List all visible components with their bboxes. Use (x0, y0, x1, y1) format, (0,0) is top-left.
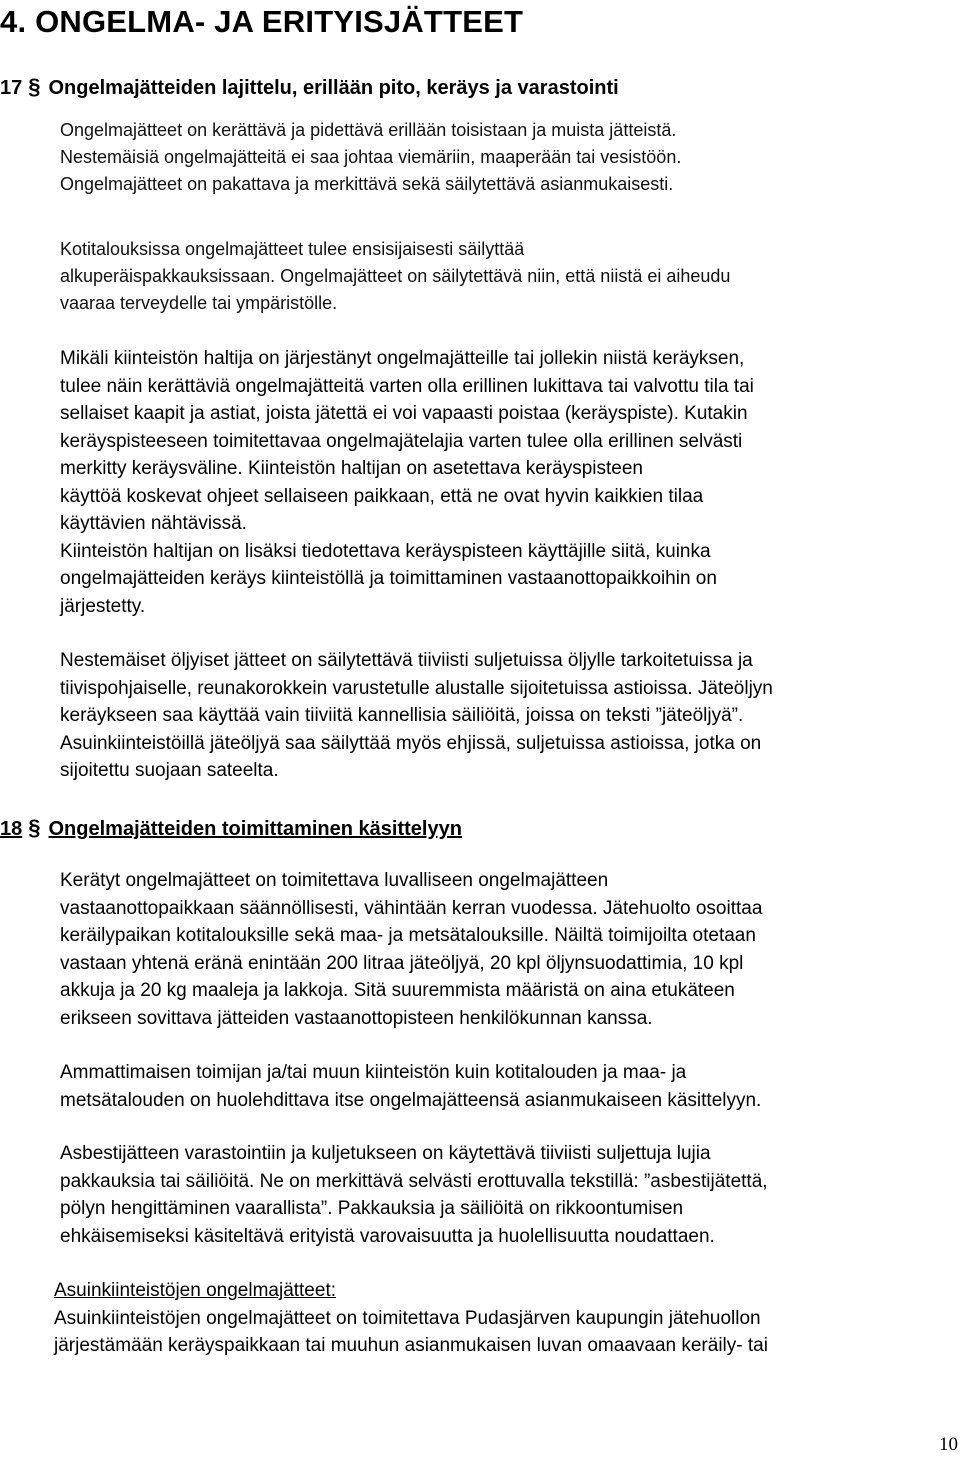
text-line: järjestämään keräyspaikkaan tai muuhun asianmukaisen luvan omaavaan keräily- tai (54, 1335, 768, 1356)
text-line: tiivispohjaiselle, reunakorokkein varustetulle alustalle sijoitetuissa astioissa. Jäteöljyn (60, 677, 773, 699)
text-line: sijoitettu suojaan sateelta. (60, 760, 279, 781)
section-18-heading: Ongelmajätteiden toimittaminen käsittelyyn (48, 818, 462, 840)
text-line: Ongelmajätteet on pakattava ja merkittävä sekä säilytettävä asianmukaisesti. (60, 174, 674, 194)
text-line: Asuinkiinteistöjen ongelmajätteet on toimitettava Pudasjärven kaupungin jätehuollon (54, 1307, 761, 1329)
text-line: vaaraa terveydelle tai ympäristölle. (60, 293, 338, 313)
text-line: Nestemäiset öljyiset jätteet on säilytettävä tiiviisti suljetuissa öljylle tarkoitetuissa ja (60, 650, 753, 671)
text-line: Kerätyt ongelmajätteet on toimitettava luvalliseen ongelmajätteen (60, 870, 609, 891)
text-line: akkuja ja 20 kg maaleja ja lakkoja. Sitä suuremmista määristä on aina etukäteen (60, 980, 735, 1001)
text-line: keräykseen saa käyttää vain tiiviitä kannellisia säiliöitä, joissa on teksti ”jäteöljyä”. (60, 705, 744, 726)
text-line: Kotitalouksissa ongelmajätteet tulee ensisijaisesti säilyttää (60, 239, 525, 259)
text-line: erikseen sovittava jätteiden vastaanottopisteen henkilökunnan kanssa. (60, 1007, 653, 1029)
section-symbol: § (28, 74, 41, 99)
chapter-title: 4. ONGELMA- JA ERITYISJÄTTEET (0, 4, 524, 39)
text-line: Ongelmajätteet on kerättävä ja pidettävä erillään toisistaan ja muista jätteistä. (60, 120, 677, 140)
section-18-number: 18 (0, 818, 23, 840)
section-17-title (0, 74, 619, 100)
section-symbol: § (28, 815, 41, 840)
text-line: keräyspisteeseen toimitettavaa ongelmajätelajia varten tulee olla erillinen selvästi (60, 430, 743, 452)
text-line: käyttävien nähtävissä. (60, 513, 247, 534)
subheading: Asuinkiinteistöjen ongelmajätteet: (54, 1280, 337, 1301)
text-line: ongelmajätteiden keräys kiinteistöllä ja toimittaminen vastaanottopaikkoihin on (60, 568, 717, 589)
text-line: tulee näin kerättäviä ongelmajätteitä varten olla erillinen lukittava tai valvottu tila tai (60, 375, 754, 397)
text-line: pölyn hengittäminen vaarallista”. Pakkauksia ja säiliöitä on rikkoontumisen (60, 1198, 684, 1219)
text-line: Asbestijätteen varastointiin ja kuljetukseen on käytettävä tiiviisti suljettuja lujia (60, 1143, 711, 1164)
text-line: vastaanottopaikkaan säännöllisesti, vähintään kerran vuodessa. Jätehuolto osoittaa (60, 897, 763, 919)
section-17-paragraph-3 (60, 345, 960, 620)
text-line: ehkäisemiseksi käsiteltävä erityistä varovaisuutta ja huolellisuutta noudattaen. (60, 1225, 715, 1247)
text-line: käyttöä koskevat ohjeet sellaiseen paikkaan, että ne ovat hyvin kaikkien tilaa (60, 485, 704, 507)
section-17-paragraph-4 (60, 647, 960, 785)
page-number: 10 (939, 1434, 958, 1455)
text-line: merkitty keräysväline. Kiinteistön haltijan on asetettava keräyspisteen (60, 458, 643, 479)
section-18-paragraph-2 (60, 1059, 960, 1114)
section-18-paragraph-1 (60, 867, 960, 1032)
text-line: Asuinkiinteistöillä jäteöljyä saa säilyttää myös ehjissä, suljetuissa astioissa, jotka on (60, 732, 762, 754)
text-line: pakkauksia tai säiliöitä. Ne on merkittävä selvästi erottuvalla tekstillä: ”asbestijätettä, (60, 1170, 768, 1192)
section-18-paragraph-3 (60, 1140, 960, 1250)
section-17-paragraph-2 (60, 236, 960, 317)
section-17-number: 17 (0, 77, 23, 99)
text-line: järjestetty. (60, 595, 146, 617)
text-line: Mikäli kiinteistön haltija on järjestänyt ongelmajätteille tai jollekin niistä keräyksen, (60, 348, 745, 369)
text-line: alkuperäispakkauksissaan. Ongelmajätteet on säilytettävä niin, että niistä ei aiheudu (60, 266, 731, 286)
text-line: sellaiset kaapit ja astiat, joista jätettä ei voi vapaasti poistaa (keräyspiste). Kutakin (60, 403, 748, 424)
text-line: Nestemäisiä ongelmajätteitä ei saa johtaa viemäriin, maaperään tai vesistöön. (60, 147, 682, 167)
text-line: metsätalouden on huolehdittava itse ongelmajätteensä asianmukaiseen käsittelyyn. (60, 1089, 762, 1111)
section-17-paragraph-1 (60, 117, 960, 198)
section-17-heading: Ongelmajätteiden lajittelu, erillään pito, keräys ja varastointi (48, 77, 619, 99)
text-line: Ammattimaisen toimijan ja/tai muun kiinteistön kuin kotitalouden ja maa- ja (60, 1062, 687, 1083)
text-line: keräilypaikan kotitalouksille sekä maa- ja metsätalouksille. Näiltä toimijoilta otetaan (60, 925, 756, 946)
text-line: Kiinteistön haltijan on lisäksi tiedotettava keräyspisteen käyttäjille siitä, kuinka (60, 540, 711, 562)
section-18-title (0, 815, 462, 841)
text-line: vastaan yhtenä eränä enintään 200 litraa jäteöljyä, 20 kpl öljynsuodattimia, 10 kpl (60, 952, 744, 974)
section-18-paragraph-4 (54, 1277, 960, 1360)
